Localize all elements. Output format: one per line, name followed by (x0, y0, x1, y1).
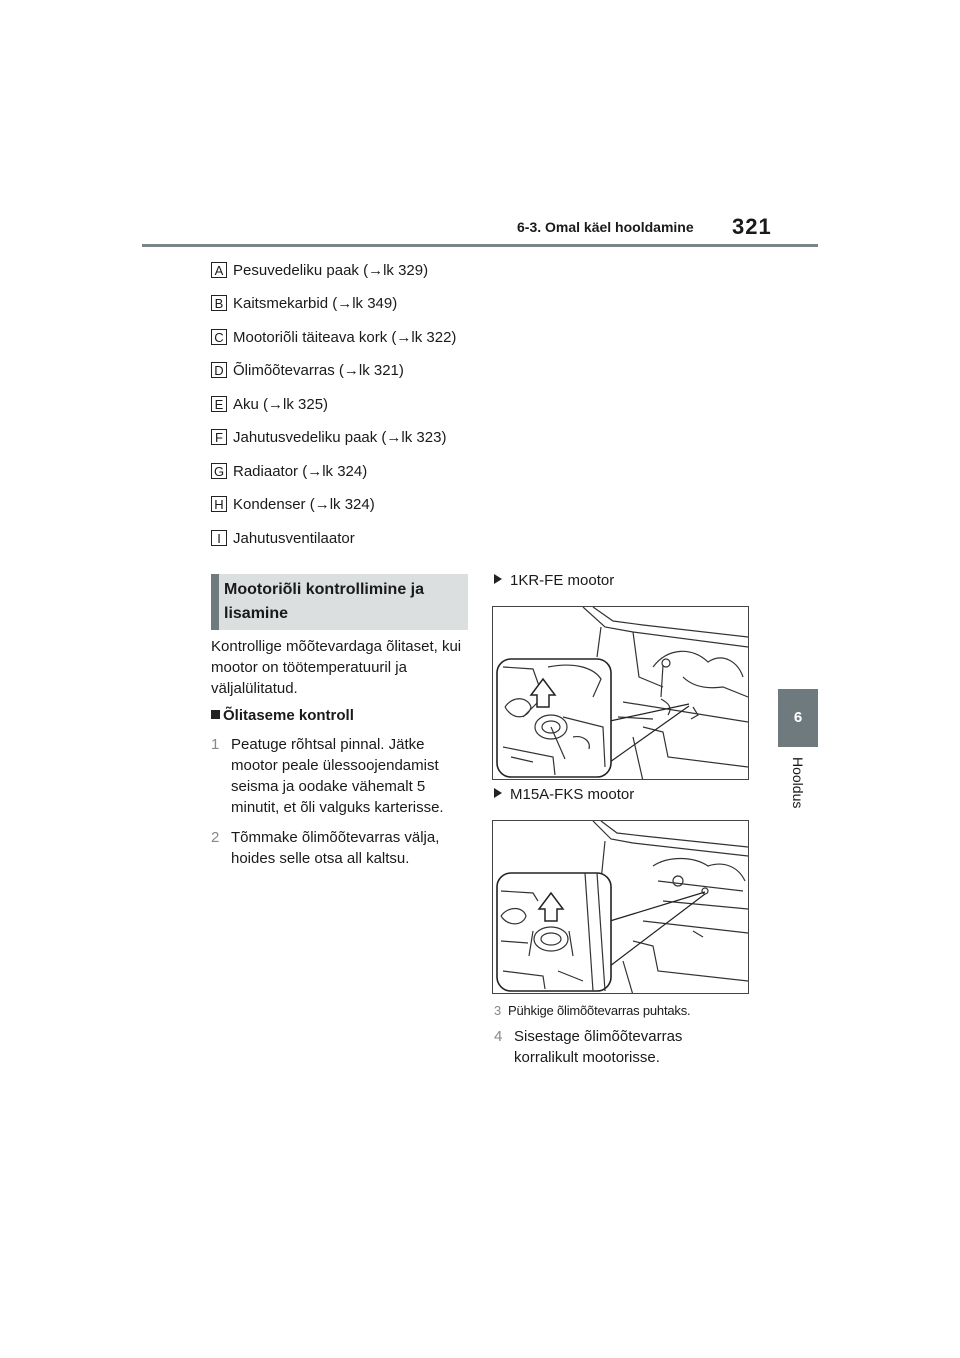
legend-item (211, 327, 456, 347)
engine-label (494, 572, 614, 589)
triangle-bullet-icon (494, 574, 502, 584)
legend-text: Õlimõõtevarras (→lk 321) (233, 361, 404, 379)
legend-key: E (211, 396, 227, 412)
step-number: 4 (494, 1028, 503, 1045)
section-intro: Kontrollige mõõtevardaga õlitaset, kui mootor on töötemperatuuril ja väljalülitatud. (211, 638, 462, 697)
step-item (211, 734, 456, 820)
step-text: Peatuge rõhtsal pinnal. Jätke mootor peale ülessoojendamist seisma ja oodake vähemalt 5 minutit, et õli valguks karterisse. (231, 736, 444, 816)
legend-text: Kaitsmekarbid (→lk 349) (233, 294, 398, 312)
chapter-label-wrap (780, 757, 816, 817)
step-number: 1 (211, 736, 220, 753)
legend-item (211, 360, 404, 380)
legend-item (211, 427, 446, 447)
legend-key: H (211, 496, 227, 512)
legend-key: A (211, 262, 227, 278)
legend-key: D (211, 362, 227, 378)
section-heading: Mootoriõli kontrollimine ja lisamine (224, 581, 424, 622)
legend-item (211, 293, 397, 313)
legend-key: F (211, 429, 227, 445)
engine-illustration-m15a (492, 820, 749, 994)
chapter-label: Hooldus (790, 757, 806, 809)
legend-text: Jahutusventilaator (233, 529, 355, 547)
subheading-text: Õlitaseme kontroll (223, 707, 354, 724)
step-text: Pühkige õlimõõtevarras puhtaks. (508, 1003, 691, 1018)
legend-item (211, 260, 428, 280)
legend-key: G (211, 463, 227, 479)
engine-label (494, 786, 634, 803)
engine-label-text: M15A-FKS mootor (510, 786, 635, 803)
engine-label-text: 1KR-FE mootor (510, 572, 615, 589)
legend-text: Mootoriõli täiteava kork (→lk 322) (233, 328, 457, 346)
step-item (211, 827, 456, 871)
square-bullet-icon (211, 710, 220, 719)
legend-text: Kondenser (→lk 324) (233, 495, 375, 513)
step-text: Tõmmake õlimõõtevarras välja, hoides selle otsa all kaltsu. (231, 829, 440, 867)
legend-text: Aku (→lk 325) (233, 395, 329, 413)
legend-item (211, 494, 375, 514)
engine-1kr-drawing (493, 607, 749, 780)
page-number: 321 (732, 214, 772, 239)
legend-text: Pesuvedeliku paak (→lk 329) (233, 261, 429, 279)
triangle-bullet-icon (494, 788, 502, 798)
engine-illustration-1kr (492, 606, 749, 780)
step-text: Sisestage õlimõõtevarras korralikult mootorisse. (514, 1028, 683, 1066)
legend-key: B (211, 295, 227, 311)
step-number: 3 (494, 1003, 502, 1018)
chapter-tab: 6 (778, 689, 818, 747)
legend-item (211, 394, 328, 414)
engine-m15a-drawing (493, 821, 749, 994)
header-rule (142, 244, 818, 247)
section-heading-box (211, 574, 468, 630)
legend-key: C (211, 329, 227, 345)
subheading (211, 707, 354, 724)
legend-key: I (211, 530, 227, 546)
section-title: 6-3. Omal käel hooldamine (517, 219, 694, 235)
legend-text: Radiaator (→lk 324) (233, 462, 368, 480)
step-item (494, 1026, 739, 1070)
step-number: 2 (211, 829, 220, 846)
step-item (494, 1000, 739, 1020)
legend-item (211, 528, 355, 548)
section-heading-accent (211, 574, 219, 630)
legend-text: Jahutusvedeliku paak (→lk 323) (233, 428, 447, 446)
legend-item (211, 461, 367, 481)
